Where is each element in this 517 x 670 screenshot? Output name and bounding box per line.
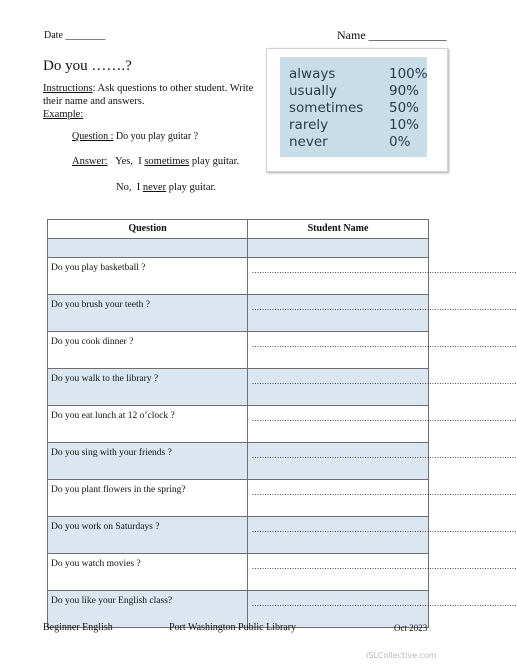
question-cell: Do you brush your teeth ?	[48, 295, 248, 332]
table-header-row	[48, 220, 429, 239]
frequency-word: always	[289, 66, 336, 82]
frequency-percent: 90%	[389, 83, 420, 99]
student-name-blank[interactable]: ..........................................................................................................	[248, 443, 429, 480]
question-cell: Do you play basketball ?	[48, 258, 248, 295]
answer-label: Answer:	[72, 156, 108, 167]
student-name-blank[interactable]: ..........................................................................................................	[248, 591, 429, 628]
table-row	[48, 480, 429, 517]
question-cell: Do you eat lunch at 12 o’clock ?	[48, 406, 248, 443]
table-row-blank	[48, 239, 429, 258]
name-field-label: Name _____________	[337, 28, 447, 42]
instructions-text: : Ask questions to other student. Write their name and answers.	[43, 83, 254, 107]
answer-adverb: sometimes	[144, 156, 190, 167]
footer-course: Beginner English	[43, 622, 113, 633]
instructions	[43, 82, 258, 121]
question-cell: Do you work on Saturdays ?	[48, 517, 248, 554]
date-field-label: Date ________	[44, 30, 106, 41]
frequency-word: never	[289, 134, 328, 150]
frequency-row	[289, 100, 420, 117]
answer-pre: Yes, I	[107, 156, 145, 167]
frequency-percent: 0%	[389, 134, 411, 150]
frequency-word: rarely	[289, 117, 329, 133]
table-row	[48, 369, 429, 406]
frequency-row	[289, 134, 411, 151]
question-cell: Do you cook dinner ?	[48, 332, 248, 369]
instructions-label: Instructions	[43, 83, 93, 94]
student-name-blank[interactable]: ..........................................................................................................	[248, 369, 429, 406]
blank-cell[interactable]	[248, 239, 429, 258]
example-answer-no	[116, 182, 216, 193]
table-row	[48, 258, 429, 295]
student-name-blank[interactable]: ..........................................................................................................	[248, 517, 429, 554]
table-row	[48, 554, 429, 591]
question-cell: Do you sing with your friends ?	[48, 443, 248, 480]
column-header-student-name: Student Name	[248, 220, 429, 239]
footer-date: Oct 2023	[394, 623, 428, 633]
frequency-list	[280, 57, 427, 157]
frequency-row	[289, 117, 420, 134]
blank-cell	[48, 239, 248, 258]
example-answer-yes	[72, 155, 272, 169]
frequency-chart-image	[266, 48, 448, 172]
question-cell: Do you plant flowers in the spring?	[48, 480, 248, 517]
answer2-pre: No, I	[116, 182, 143, 193]
frequency-percent: 50%	[389, 100, 420, 116]
watermark-credit: iSLCollective.com	[366, 651, 437, 660]
frequency-row	[289, 66, 428, 83]
student-name-blank[interactable]: ..........................................................................................................	[248, 480, 429, 517]
student-name-blank[interactable]: ..........................................................................................................	[248, 406, 429, 443]
question-label: Question :	[72, 131, 114, 142]
frequency-percent: 10%	[389, 117, 420, 133]
question-cell: Do you like your English class?	[48, 591, 248, 628]
frequency-word: usually	[289, 83, 337, 99]
answer-post: play guitar.	[189, 156, 240, 167]
student-name-blank[interactable]: ..........................................................................................................	[248, 258, 429, 295]
question-cell: Do you watch movies ?	[48, 554, 248, 591]
survey-table	[47, 219, 517, 628]
example-question	[72, 131, 198, 142]
answer2-adverb: never	[142, 182, 167, 193]
student-name-blank[interactable]: ..........................................................................................................	[248, 554, 429, 591]
question-cell: Do you walk to the library ?	[48, 369, 248, 406]
table-row	[48, 406, 429, 443]
column-header-question: Question	[48, 220, 248, 239]
student-name-blank[interactable]: ..........................................................................................................	[248, 332, 429, 369]
table-row	[48, 517, 429, 554]
frequency-row	[289, 83, 420, 100]
question-text: Do you play guitar ?	[113, 131, 199, 142]
answer2-post: play guitar.	[166, 182, 217, 193]
table-row	[48, 443, 429, 480]
table-row	[48, 295, 429, 332]
footer-library: Port Washington Public Library	[169, 622, 297, 633]
table-row	[48, 332, 429, 369]
example-label: Example:	[43, 109, 84, 120]
frequency-percent: 100%	[389, 66, 428, 82]
frequency-word: sometimes	[289, 100, 364, 116]
page-title: Do you …….?	[43, 58, 132, 74]
student-name-blank[interactable]: ..........................................................................................................	[248, 295, 429, 332]
